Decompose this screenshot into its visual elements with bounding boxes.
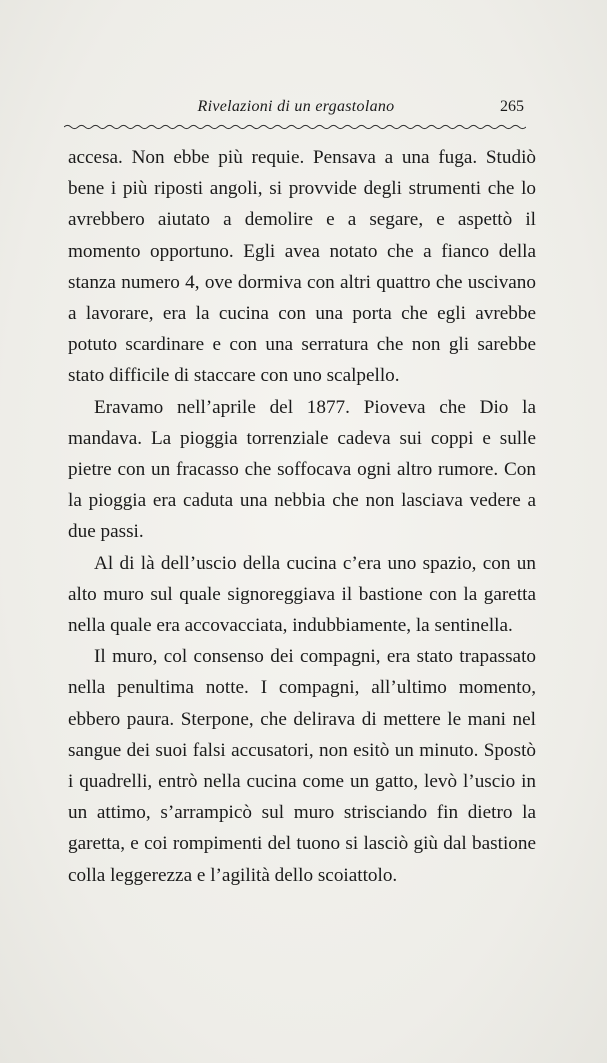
paragraph-1: accesa. Non ebbe più requie. Pensava a una fuga. Studiò bene i più riposti angoli, si provvide degli strumenti che lo avrebbero aiutato a demolire e a segare, e aspettò il momento opportuno. Egli avea notato che a fianco della stanza numero 4, ove dormiva con altri quattro che uscivano a lavorare, era la cucina con una porta che egli avrebbe potuto scardinare e con una serratura che non gli sarebbe stato difficile di staccare con uno scalpello. <box>68 147 536 387</box>
wavy-rule-ornament <box>64 120 526 134</box>
body-text <box>68 142 536 891</box>
paragraph-4: Il muro, col consenso dei compagni, era stato trapassato nella penultima notte. I compagni, all’ultimo momento, ebbero paura. Sterpone, che delirava di mettere le mani nel sangue dei suoi falsi accusatori, non esitò un minuto. Spostò i quadrelli, entrò nella cucina come un gatto, levò l’uscio in un attimo, s’arrampicò sul muro strisciando fin dietro la garetta, e coi rompimenti del tuono si lasciò giù dal bastione colla leggerezza e l’agilità dello scoiattolo. <box>68 646 536 886</box>
paragraph-2: Eravamo nell’aprile del 1877. Pioveva che Dio la mandava. La pioggia torrenziale cadeva sui coppi e sulle pietre con un fracasso che soffocava ogni altro rumore. Con la pioggia era caduta una nebbia che non lasciava vedere a due passi. <box>68 396 536 543</box>
running-title: Rivelazioni di un ergastolano <box>197 98 395 115</box>
page-number: 265 <box>500 98 524 115</box>
running-head <box>66 94 526 120</box>
paragraph-3: Al di là dell’uscio della cucina c’era uno spazio, con un alto muro sul quale signoreggiava il bastione con la garetta nella quale era accovacciata, indubbiamente, la sentinella. <box>68 552 536 637</box>
